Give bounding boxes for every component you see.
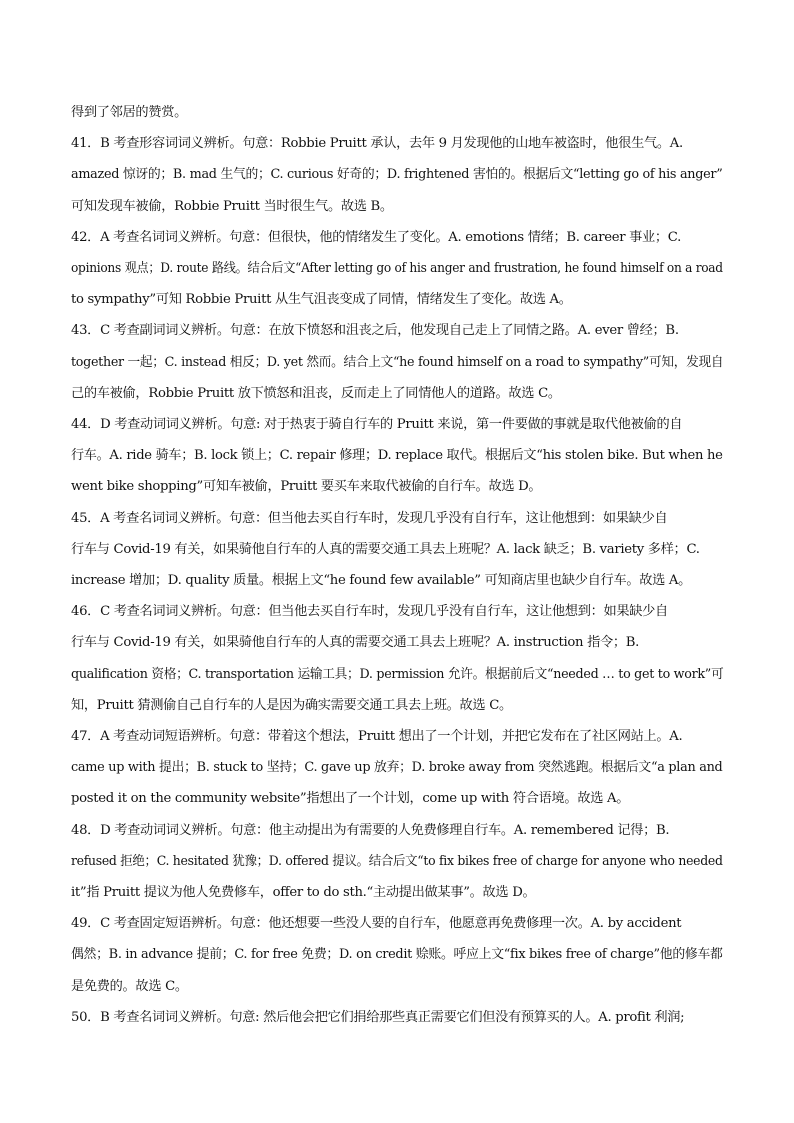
- paragraph-intro-end: [71, 97, 723, 128]
- text-line: 得到了邻居的赞赏。: [71, 105, 187, 120]
- text-line: 42．A 考查名词词义辨析。句意：但很快，他的情绪发生了变化。A. emotions 情绪；B. career 事业；C.: [71, 229, 681, 245]
- explanation-45: [71, 503, 723, 597]
- text-line: increase 增加；D. quality 质量。根据上文“he found few available” 可知商店里也缺少自行车。故选 A。: [71, 573, 692, 589]
- explanation-42: [71, 222, 723, 316]
- explanation-48: [71, 815, 723, 909]
- text-line: 行车与 Covid-19 有关，如果骑他自行车的人真的需要交通工具去上班呢？A. lack 缺乏；B. variety 多样；C.: [71, 541, 700, 557]
- text-line: 41．B 考查形容词词义辨析。句意：Robbie Pruitt 承认，去年 9 月发现他的山地车被盗时，他很生气。A.: [71, 136, 683, 152]
- text-line: 是免费的。故选 C。: [71, 978, 188, 994]
- text-line: 46．C 考查名词词义辨析。句意：但当他去买自行车时，发现几乎没有自行车，这让他想到：如果缺少自: [71, 604, 668, 620]
- explanation-41: [71, 128, 723, 222]
- explanation-50: [71, 1002, 723, 1033]
- text-line: refused 拒绝；C. hesitated 犹豫；D. offered 提议。结合后文“to fix bikes free of charge for anyone who needed: [71, 853, 723, 869]
- text-line: 行车与 Covid-19 有关，如果骑他自行车的人真的需要交通工具去上班呢？A. instruction 指令；B.: [71, 635, 640, 651]
- text-line: amazed 惊讶的；B. mad 生气的；C. curious 好奇的；D. frightened 害怕的。根据后文“letting go of his anger”: [71, 167, 723, 183]
- text-line: qualification 资格；C. transportation 运输工具；D. permission 允许。根据前后文“needed … to get to work”可: [71, 666, 724, 682]
- answer-explanations: [71, 97, 723, 1033]
- text-line: together 一起；C. instead 相反；D. yet 然而。结合上文“he found himself on a road to sympathy”可知，发现自: [71, 354, 724, 370]
- text-line: 44．D 考查动词词义辨析。句意: 对于热衷于骑自行车的 Pruitt 来说，第一件要做的事就是取代他被偷的自: [71, 417, 683, 433]
- explanation-47: [71, 721, 723, 815]
- text-line: 可知发现车被偷，Robbie Pruitt 当时很生气。故选 B。: [71, 198, 393, 214]
- text-line: opinions 观点；D. route 路线。结合后文“After letting go of his anger and frustration, he found himself on a road: [71, 261, 723, 277]
- text-line: it”指 Pruitt 提议为他人免费修车，offer to do sth.“主动提出做某事”。故选 D。: [71, 885, 536, 901]
- text-line: 48．D 考查动词词义辨析。句意：他主动提出为有需要的人免费修理自行车。A. remembered 记得；B.: [71, 822, 670, 838]
- text-line: 行车。A. ride 骑车；B. lock 锁上；C. repair 修理；D. replace 取代。根据后文“his stolen bike. But when he: [71, 448, 723, 464]
- text-line: came up with 提出；B. stuck to 坚持；C. gave up 放弃；D. broke away from 突然逃跑。根据后文“a plan and: [71, 760, 723, 776]
- text-line: to sympathy”可知 Robbie Pruitt 从生气沮丧变成了同情，情绪发生了变化。故选 A。: [71, 292, 572, 308]
- text-line: 45．A 考查名词词义辨析。句意：但当他去买自行车时，发现几乎没有自行车，这让他想到：如果缺少自: [71, 510, 668, 526]
- text-line: 50．B 考查名词词义辨析。句意: 然后他会把它们捐给那些真正需要它们但没有预算买的人。A. profit 利润;: [71, 1009, 685, 1025]
- explanation-44: [71, 409, 723, 503]
- text-line: posted it on the community website”指想出了一个计划，come up with 符合语境。故选 A。: [71, 791, 630, 807]
- text-line: 己的车被偷，Robbie Pruitt 放下愤怒和沮丧，反而走上了同情他人的道路。故选 C。: [71, 385, 561, 401]
- text-line: went bike shopping”可知车被偷，Pruitt 要买车来取代被偷的自行车。故选 D。: [71, 479, 542, 495]
- text-line: 47．A 考查动词短语辨析。句意：带着这个想法，Pruitt 想出了一个计划，并把它发布在了社区网站上。A.: [71, 729, 683, 745]
- text-line: 知，Pruitt 猜测偷自己自行车的人是因为确实需要交通工具去上班。故选 C。: [71, 697, 512, 713]
- text-line: 偶然；B. in advance 提前；C. for free 免费；D. on credit 赊账。呼应上文“fix bikes free of charge”他的修车都: [71, 947, 723, 963]
- explanation-46: [71, 596, 723, 721]
- text-line: 49．C 考查固定短语辨析。句意：他还想要一些没人要的自行车，他愿意再免费修理一次。A. by accident: [71, 916, 682, 932]
- explanation-43: [71, 315, 723, 409]
- text-line: 43．C 考查副词词义辨析。句意：在放下愤怒和沮丧之后，他发现自己走上了同情之路。A. ever 曾经；B.: [71, 323, 679, 339]
- explanation-49: [71, 908, 723, 1002]
